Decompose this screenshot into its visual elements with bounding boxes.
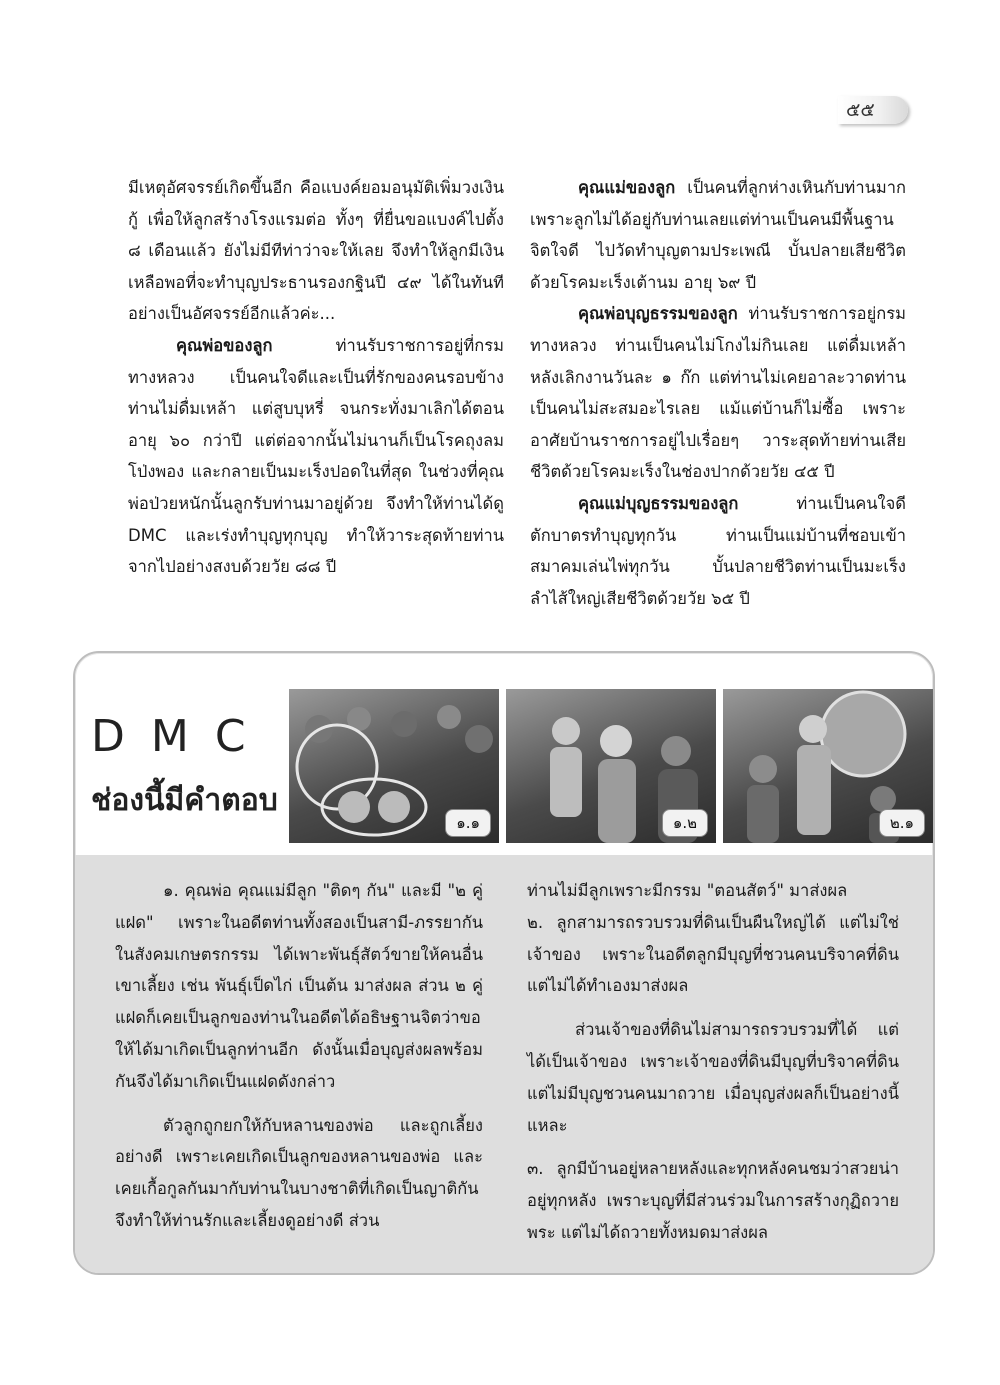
adoptive-father-text: ท่านรับราชการอยู่กรมทางหลวง ท่านเป็นคนไม่โกงไม่กินเลย แต่ดื่มเหล้าหลังเลิกงานวันละ ๑ ก๊ก แต่ท่านไม่เคยอาละวาดท่านเป็นคนไม่สะสมอะไรเลย แม้แต่บ้านก็ไม่ซื้อ เพราะอาศัยบ้านราชการอยู่ไปเรื่อยๆ วาระสุดท้ายท่านเสียชีวิตด้วยโรคมะเร็งในช่องปากด้วยวัย ๔๕ ปี xyxy=(530,304,906,482)
left-column xyxy=(128,172,504,583)
answer-1-continued: ตัวลูกถูกยกให้กับหลานของพ่อ และถูกเลี้ยงอย่างดี เพราะเคยเกิดเป็นลูกของหลานของพ่อ และเคยเกื้อกูลกันมากับท่านในบางชาติที่เกิดเป็นญาติกัน จึงทำให้ท่านรักและเลี้ยงดูอย่างดี ส่วน xyxy=(115,1115,483,1230)
right-paragraph-1 xyxy=(530,172,906,298)
left-paragraph-1: มีเหตุอัศจรรย์เกิดขึ้นอีก คือแบงค์ยอมอนุมัติเพิ่มวงเงินกู้ เพื่อให้ลูกสร้างโรงแรมต่อ ทั้งๆ ที่ยื่นขอแบงค์ไปตั้ง ๘ เดือนแล้ว ยังไม่มีทีท่าว่าจะให้เลย จึงทำให้ลูกมีเงินเหลือพอที่จะทำบุญประธานรองกฐินปี ๔๙ ได้ในทันทีอย่างเป็นอัศจรรย์อีกแล้วค่ะ... xyxy=(128,178,504,324)
answer-3: ๓. ลูกมีบ้านอยู่หลายหลังและทุกหลังคนชมว่าสวยน่าอยู่ทุกหลัง เพราะบุญที่มีส่วนร่วมในการสร้างกุฏิถวายพระ แต่ไม่ได้ถวายทั้งหมดมาส่งผล xyxy=(527,1159,899,1242)
father-heading: คุณพ่อของลูก xyxy=(176,335,273,355)
right-paragraph-2 xyxy=(530,298,906,488)
dmc-photo-2 xyxy=(506,689,716,843)
photo-label: ๒.๑ xyxy=(879,809,925,837)
adoptive-mother-heading: คุณแม่บุญธรรมของลูก xyxy=(578,493,739,513)
dmc-photo-3 xyxy=(723,689,933,843)
right-column xyxy=(530,172,906,614)
answers-left-column xyxy=(115,875,483,1237)
adoptive-father-heading: คุณพ่อบุญธรรมของลูก xyxy=(578,304,738,324)
adoptive-mother-text: ท่านเป็นคนใจดีตักบาตรทำบุญทุกวัน ท่านเป็นแม่บ้านที่ชอบเข้าสมาคมเล่นไพ่ทุกวัน บั้นปลายชีวิตท่านเป็นมะเร็งลำไส้ใหญ่เสียชีวิตด้วยวัย ๖๕ ปี xyxy=(530,493,906,608)
photo-label: ๑.๒ xyxy=(662,809,708,837)
answer-1-ending: ท่านไม่มีลูกเพราะมีกรรม "ตอนสัตว์" มาส่งผล xyxy=(527,881,848,900)
mother-text: เป็นคนที่ลูกห่างเหินกับท่านมาก เพราะลูกไม่ได้อยู่กับท่านเลยแต่ท่านเป็นคนมีพื้นฐานจิตใจดี ไปวัดทำบุญตามประเพณี บั้นปลายเสียชีวิตด้วยโรคมะเร็งเต้านม อายุ ๖๙ ปี xyxy=(530,178,906,292)
photo-label: ๑.๑ xyxy=(445,809,491,837)
answer-1: ๑. คุณพ่อ คุณแม่มีลูก "ติดๆ กัน" และมี "๒ คู่แฝด" เพราะในอดีตท่านทั้งสองเป็นสามี-ภรรยากันในสังคมเกษตรกรรม ได้เพาะพันธุ์สัตว์ขายให้คนอื่นเขาเลี้ยง เช่น พันธุ์เป็ดไก่ เป็นต้น มาส่งผล ส่วน ๒ คู่แฝดก็เคยเป็นลูกของท่านในอดีตได้อธิษฐานจิตว่าขอให้ได้มาเกิดเป็นลูกท่านอีก ดังนั้นเมื่อบุญส่งผลพร้อมกันจึงได้มาเกิดเป็นแฝดดังกล่าว xyxy=(115,881,483,1091)
page-number: ๕๕ xyxy=(838,96,908,124)
answer-2-continued: ส่วนเจ้าของที่ดินไม่สามารถรวบรวมที่ได้ แต่ได้เป็นเจ้าของ เพราะเจ้าของที่ดินมีบุญที่บริจาคที่ดิน แต่ไม่มีบุญชวนคนมาถวาย เมื่อบุญส่งผลก็เป็นอย่างนี้แหละ xyxy=(527,1020,899,1135)
dmc-subtitle: ช่องนี้มีคำตอบ xyxy=(91,783,278,818)
left-paragraph-2 xyxy=(128,330,504,583)
dmc-title: DMC xyxy=(91,711,272,762)
father-text: ท่านรับราชการอยู่ที่กรมทางหลวง เป็นคนใจดีและเป็นที่รักของคนรอบข้าง ท่านไม่ดื่มเหล้า แต่สูบบุหรี่ จนกระทั่งมาเลิกได้ตอนอายุ ๖๐ กว่าปี แต่ต่อจากนั้นไม่นานก็เป็นโรคถุงลมโป่งพอง และกลายเป็นมะเร็งปอดในที่สุด ในช่วงที่คุณพ่อป่วยหนักนั้นลูกรับท่านมาอยู่ด้วย จึงทำให้ท่านได้ดู DMC และเร่งทำบุญทุกบุญ ทำให้วาระสุดท้ายท่านจากไปอย่างสงบด้วยวัย ๘๘ ปี xyxy=(128,335,504,577)
dmc-photo-1 xyxy=(289,689,499,843)
answers-right-column xyxy=(527,875,899,1249)
dmc-answer-box xyxy=(73,651,935,1275)
right-paragraph-3 xyxy=(530,488,906,614)
answer-2: ๒. ลูกสามารถรวบรวมที่ดินเป็นผืนใหญ่ได้ แต่ไม่ใช่เจ้าของ เพราะในอดีตลูกมีบุญที่ชวนคนบริจาคที่ดิน แต่ไม่ได้ทำเองมาส่งผล xyxy=(527,912,899,996)
mother-heading: คุณแม่ของลูก xyxy=(578,178,676,197)
